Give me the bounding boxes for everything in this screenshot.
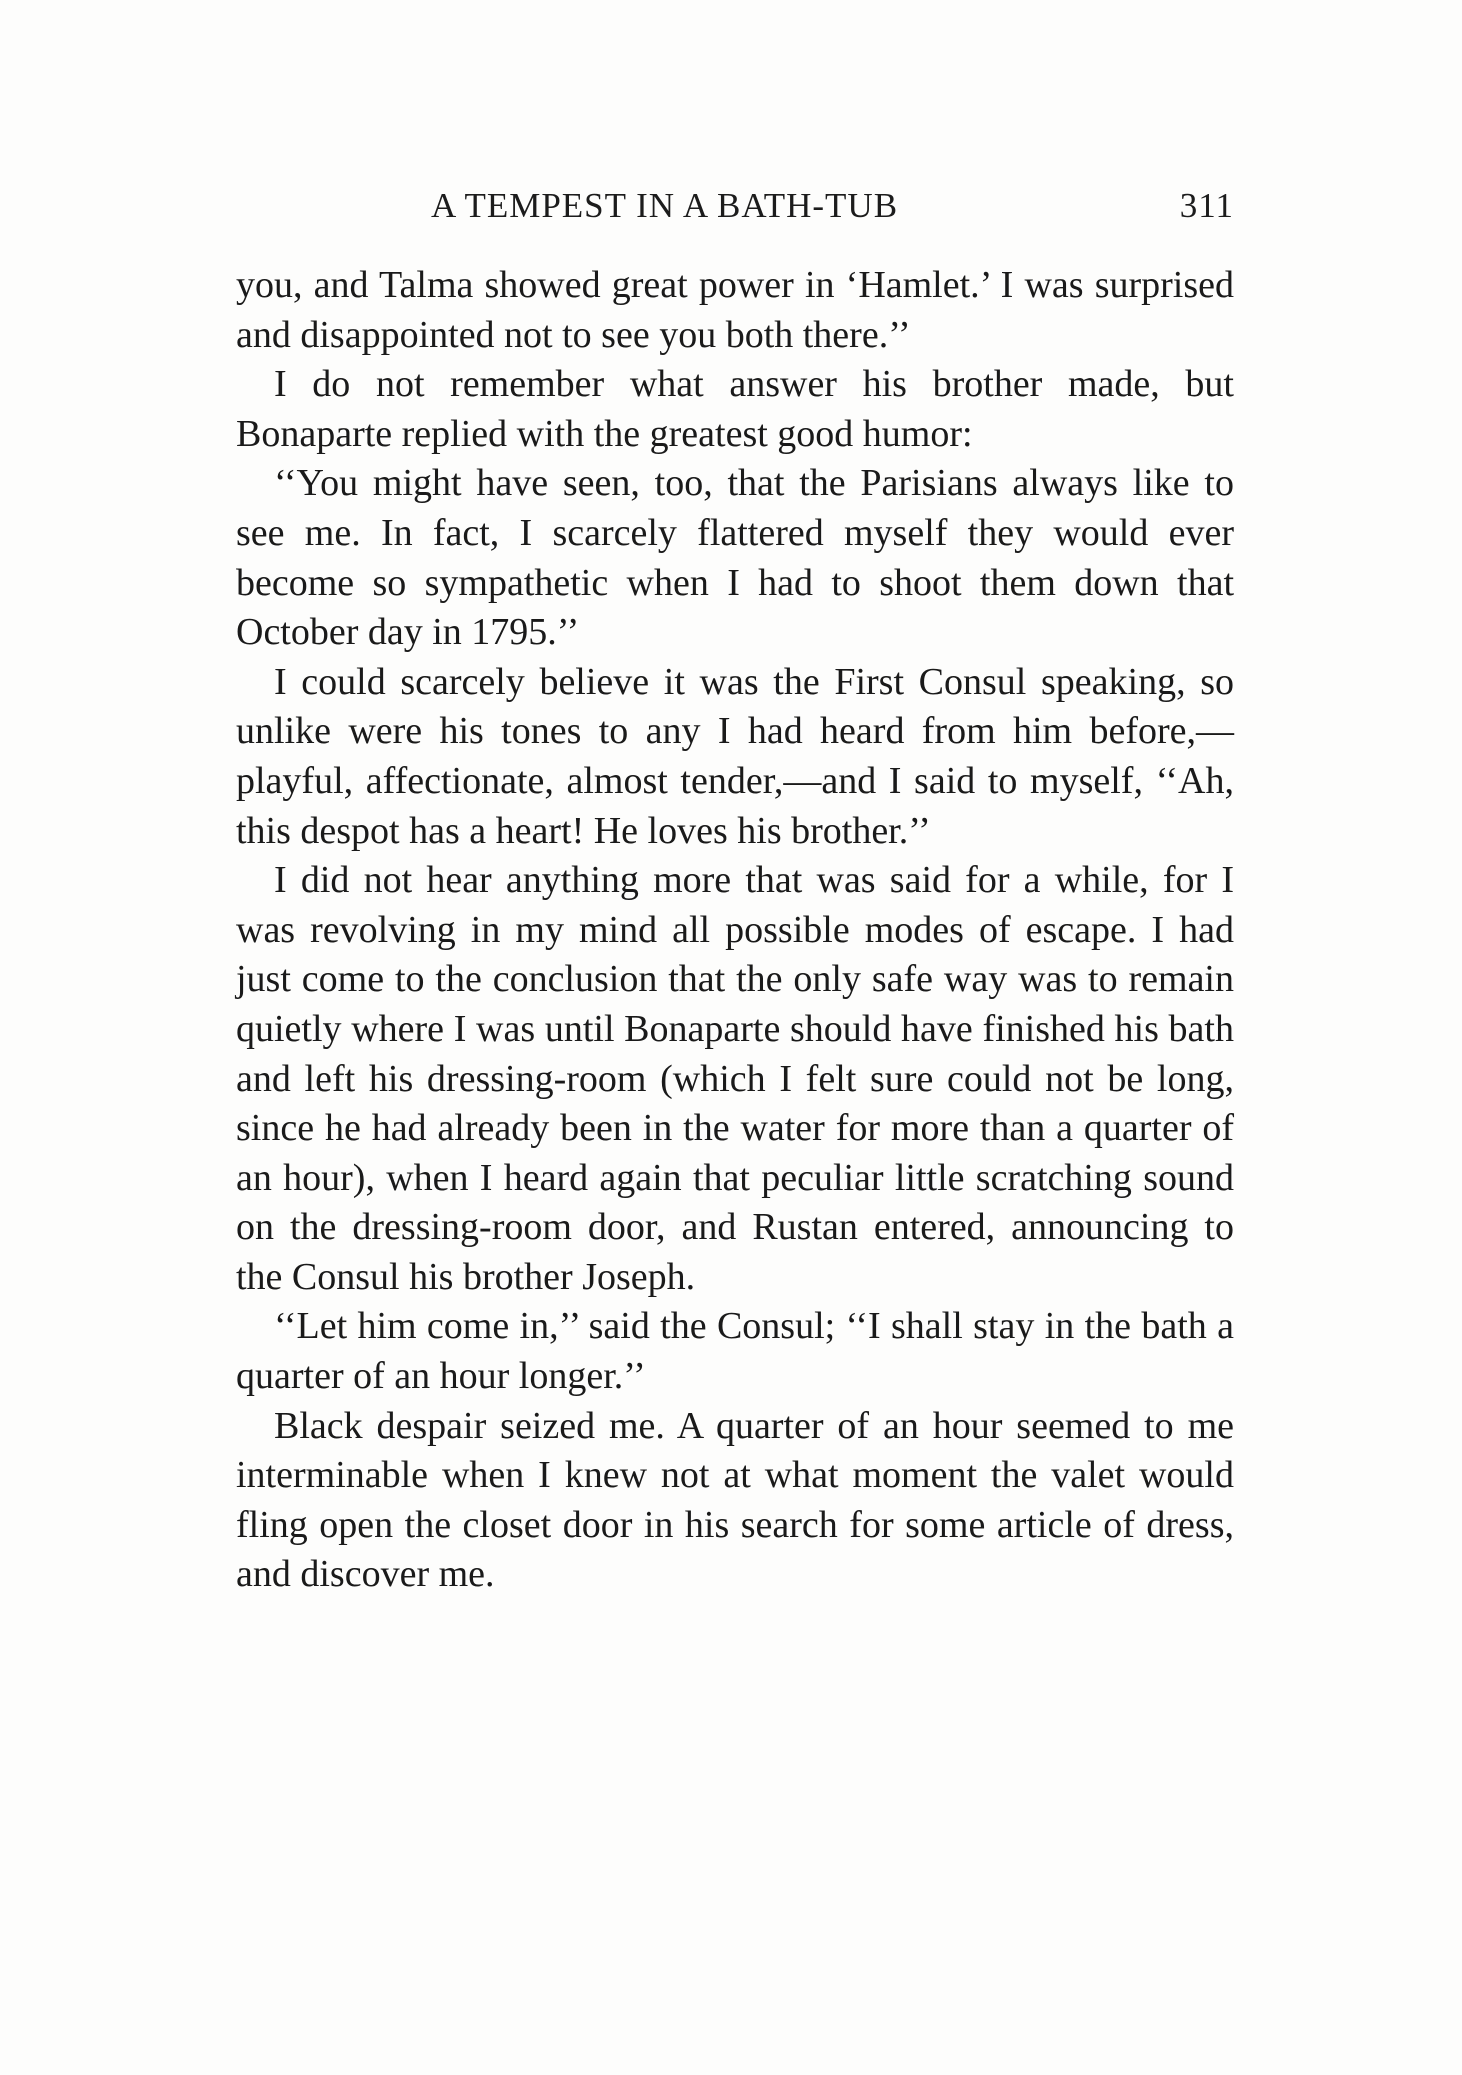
paragraph: I do not remember what answer his brother made, but Bonaparte replied with the greatest good humor:: [236, 363, 1234, 455]
paragraph: Black despair seized me. A quarter of an hour seemed to me interminable when I knew not at what moment the valet would fling open the closet door in his search for some article of dress, and discover me.: [236, 1404, 1234, 1596]
running-head: [236, 186, 1234, 236]
paragraph: you, and Talma showed great power in ‘Hamlet.’ I was surprised and disappointed not to see you both there.’’: [236, 264, 1234, 356]
body-text: [236, 261, 1234, 1600]
paragraph: ‘‘You might have seen, too, that the Parisians always like to see me. In fact, I scarcely flattered myself they would ever become so sympathetic when I had to shoot them down that October day in 1795.’’: [236, 462, 1234, 654]
paragraph: ‘‘Let him come in,’’ said the Consul; ‘‘I shall stay in the bath a quarter of an hour longer.’’: [236, 1305, 1234, 1398]
paragraph: I could scarcely believe it was the First Consul speaking, so unlike were his tones to any I had heard from him before,—playful, affectionate, almost tender,—and I said to myself, ‘‘Ah, this despot has a heart! He loves his brother.’’: [236, 660, 1234, 852]
page-number: 311: [1179, 186, 1234, 225]
paragraph: I did not hear anything more that was said for a while, for I was revolving in my mind all possible modes of escape. I had just come to the conclusion that the only safe way was to remain quietly where I was until Bonaparte should have finished his bath and left his dressing-room (which I felt sure could not be long, since he had already been in the water for more than a quarter of an hour), when I heard again that peculiar little scratching sound on the dressing-room door, and Rustan entered, announcing to the Consul his brother Joseph.: [236, 859, 1234, 1298]
running-title: A TEMPEST IN A BATH-TUB: [431, 186, 899, 225]
